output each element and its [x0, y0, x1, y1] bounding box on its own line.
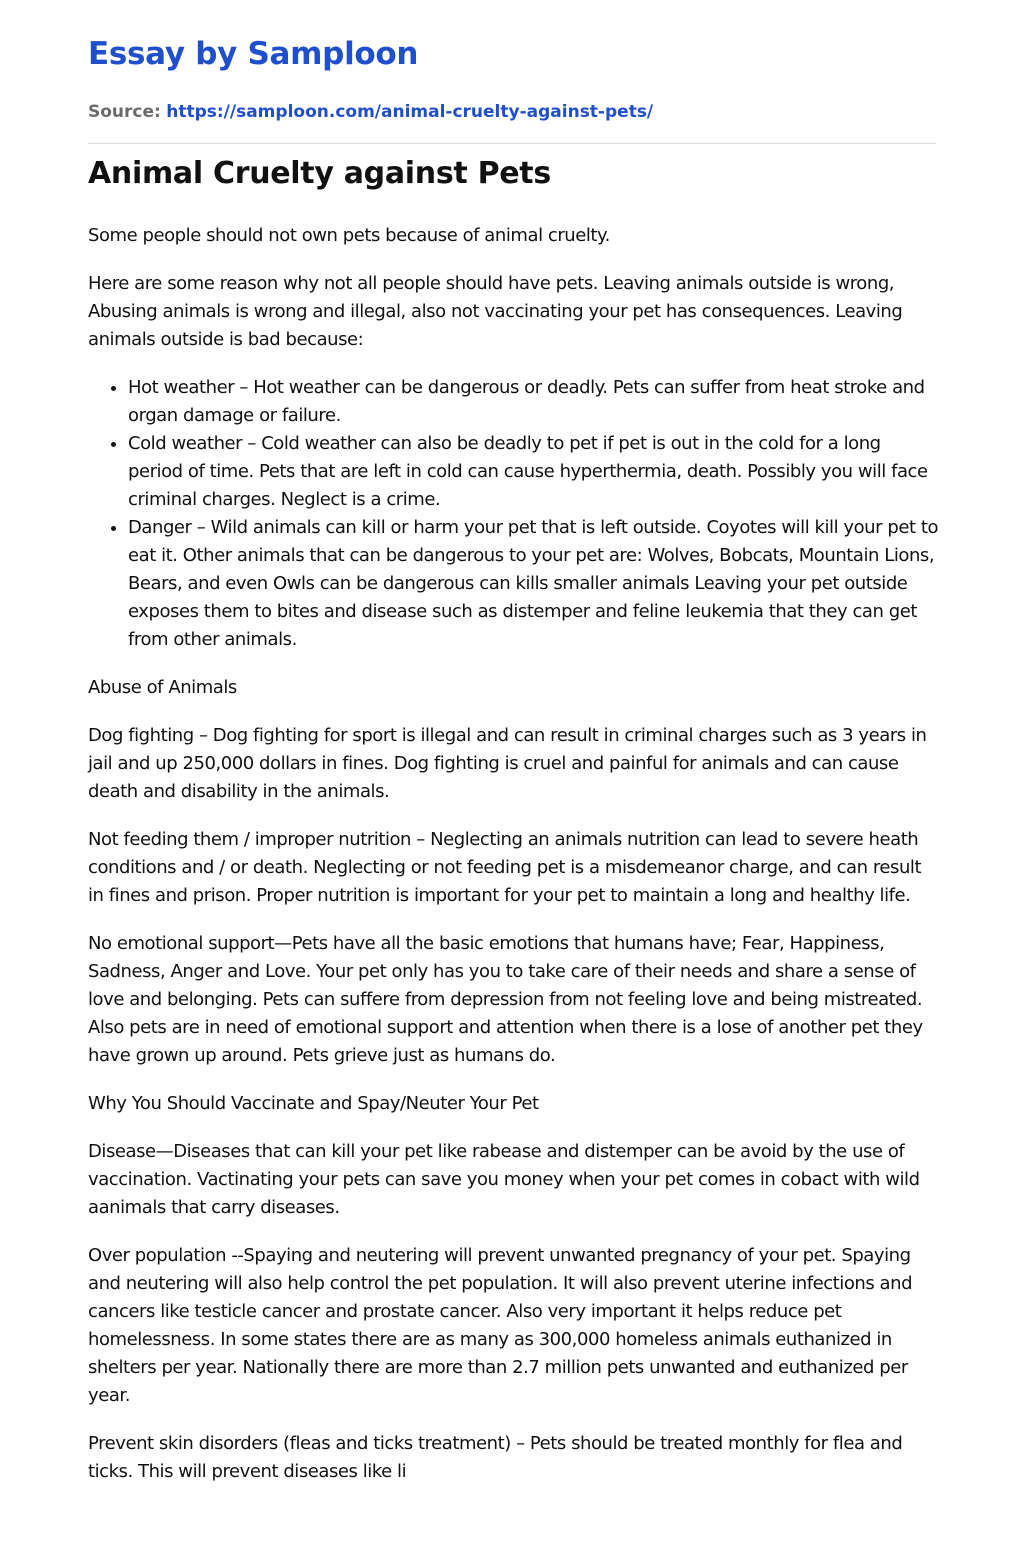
article-title: Animal Cruelty against Pets: [88, 156, 551, 191]
header-divider: [88, 143, 936, 144]
paragraph-reasons: Here are some reason why not all people should have pets. Leaving animals outside is wrong, Abusing animals is wrong and illegal, also not vaccinating your pet has consequences. Leaving animals outside is bad because:: [88, 273, 903, 350]
list-item-cold-weather: • Cold weather – Cold weather can also be deadly to pet if pet is out in the cold for a long period of time. Pets that are left in cold can cause hyperthermia, death. Possibly you will face criminal charges. Neglect is a crime.: [128, 430, 938, 514]
paragraph-skin-disorders: Prevent skin disorders (fleas and ticks treatment) – Pets should be treated monthly for flea and ticks. This will prevent diseases like li: [88, 1433, 903, 1482]
paragraph-over-population: Over population --Spaying and neutering will prevent unwanted pregnancy of your pet. Spaying and neutering will also help control the pet population. It will also prevent uterine infections and cancers like testicle cancer and prostate cancer. Also very important it helps reduce pet homelessness. In some states there are as many as 300,000 homeless animals euthanized in shelters per year. Nationally there are more than 2.7 million pets unwanted and euthanized per year.: [88, 1245, 913, 1406]
paragraph-disease: Disease—Diseases that can kill your pet like rabease and distemper can be avoid by the use of vaccination. Vactinating your pets can save you money when your pet comes in cobact with wild aanimals that carry diseases.: [88, 1141, 920, 1218]
source-line: [88, 102, 653, 122]
heading-abuse-of-animals: Abuse of Animals: [88, 677, 237, 698]
article-body: [88, 222, 938, 1506]
paragraph-emotional-support: No emotional support—Pets have all the basic emotions that humans have; Fear, Happiness, Sadness, Anger and Love. Your pet only has you to take care of their needs and share a sense of love and belonging. Pets can suffere from depression from not feeling love and being mistreated. Also pets are in need of emotional support and attention when there is a lose of another pet they have grown up around. Pets grieve just as humans do.: [88, 933, 923, 1066]
list-item-danger: • Danger – Wild animals can kill or harm your pet that is left outside. Coyotes will kill your pet to eat it. Other animals that can be dangerous to your pet are: Wolves, Bobcats, Mountain Lions, Bears, and even Owls can be dangerous can kills smaller animals Leaving your pet outside exposes them to bites and disease such as distemper and feline leukemia that they can get from other animals.: [128, 514, 938, 654]
site-brand-title: Essay by Samploon: [88, 36, 419, 72]
paragraph-dog-fighting: Dog fighting – Dog fighting for sport is illegal and can result in criminal charges such as 3 years in jail and up 250,000 dollars in fines. Dog fighting is cruel and painful for animals and can cause death and disability in the animals.: [88, 725, 927, 802]
source-label: Source:: [88, 102, 161, 122]
paragraph-nutrition: Not feeding them / improper nutrition – Neglecting an animals nutrition can lead to severe heath conditions and / or death. Neglecting or not feeding pet is a misdemeanor charge, and can result in fines and prison. Proper nutrition is important for your pet to maintain a long and healthy life.: [88, 829, 922, 906]
list-item-hot-weather: • Hot weather – Hot weather can be dangerous or deadly. Pets can suffer from heat stroke and organ damage or failure.: [128, 374, 938, 430]
source-link[interactable]: https://samploon.com/animal-cruelty-against-pets/: [166, 102, 654, 122]
heading-vaccinate-spay-neuter: Why You Should Vaccinate and Spay/Neuter Your Pet: [88, 1093, 539, 1114]
outside-dangers-list: [88, 374, 938, 654]
paragraph-intro: Some people should not own pets because of animal cruelty.: [88, 225, 610, 246]
